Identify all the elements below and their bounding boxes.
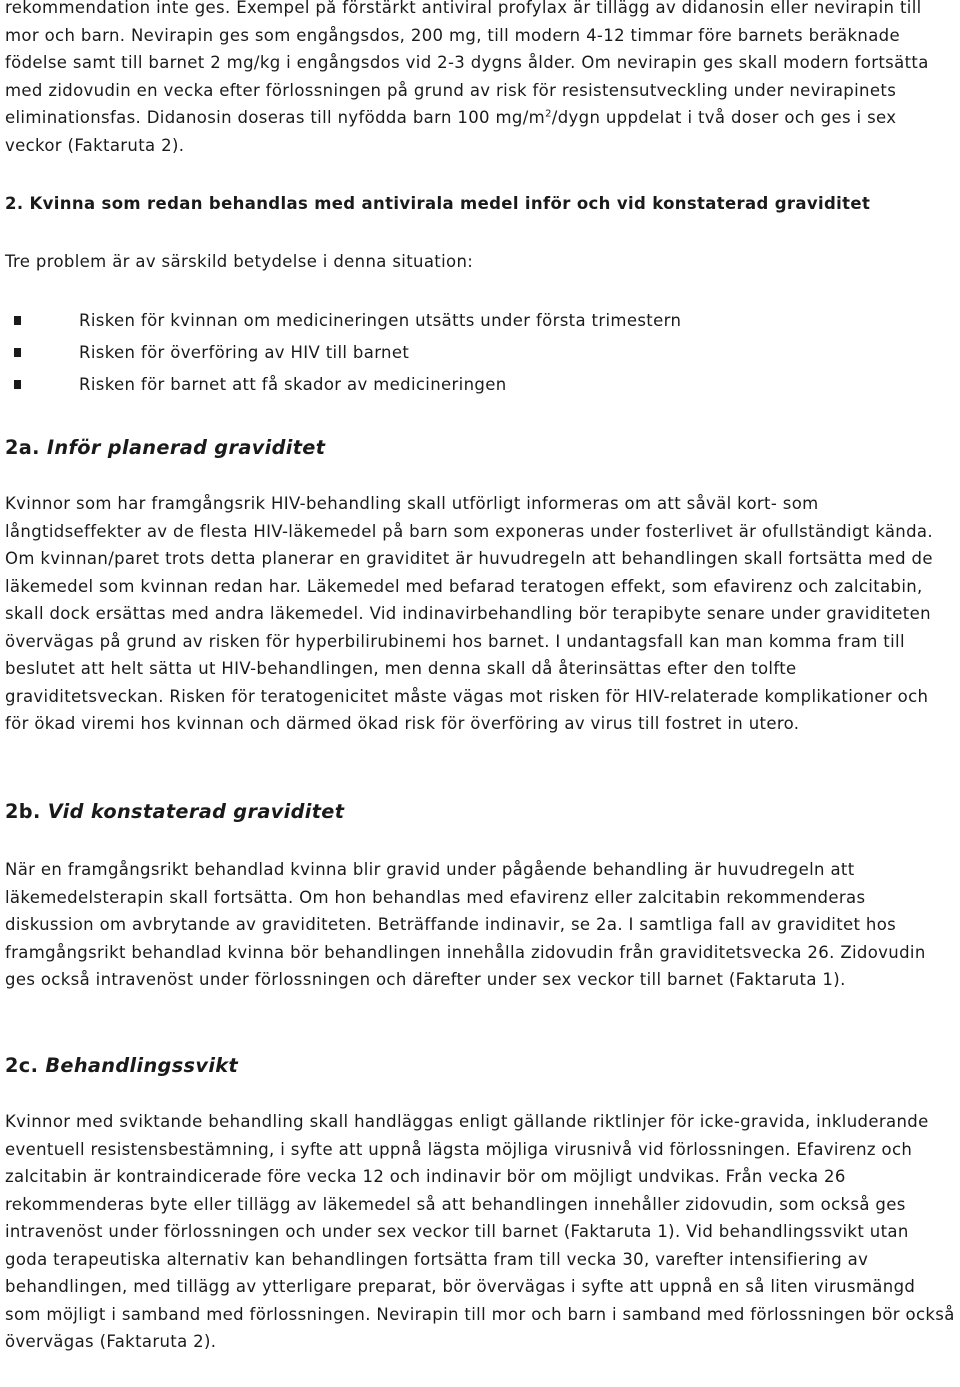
list-item <box>12 337 681 369</box>
section-2b-body: När en framgångsrikt behandlad kvinna blir gravid under pågående behandling är huvudregeln att läkemedelsterapin skall fortsätta. Om hon behandlas med efavirenz eller zalcitabin rekommenderas diskussion om avbrytande av graviditeten. Beträffande indinavir, se 2a. I samtliga fall av graviditet hos framgångsrikt behandlad kvinna bör behandlingen innehålla zidovudin från graviditetsvecka 26. Zidovudin ges också intravenöst under förlossningen och därefter under sex veckor till barnet (Faktaruta 1). <box>5 860 926 989</box>
section-2a-body: Kvinnor som har framgångsrik HIV-behandling skall utförligt informeras om att såväl kort- som långtidseffekter av de flesta HIV-läkemedel på barn som exponeras under fosterlivet är ofullständigt kända. Om kvinnan/paret trots detta planerar en graviditet är huvudregeln att behandlingen skall fortsätta med de läkemedel som kvinnan redan har. Läkemedel med befarad teratogen effekt, som efavirenz och zalcitabin, skall dock ersättas med andra läkemedel. Vid indinavirbehandling bör terapibyte senare under graviditeten övervägas på grund av risken för hyperbilirubinemi hos barnet. I undantagsfall kan man komma fram till beslutet att helt sätta ut HIV-behandlingen, men denna skall då återinsättas efter den tolfte graviditetsveckan. Risken för teratogenicitet måste vägas mot risken för HIV-relaterade komplikationer och för ökad viremi hos kvinnan och därmed ökad risk för överföring av virus till fostret in utero. <box>5 494 933 733</box>
section-title: Inför planerad graviditet <box>46 436 326 459</box>
section-number: 2a <box>5 436 33 459</box>
section-title: Vid konstaterad graviditet <box>47 800 345 823</box>
section-title: Behandlingssvikt <box>45 1054 239 1077</box>
square-bullet-icon <box>14 348 21 357</box>
square-bullet-icon <box>14 316 21 325</box>
section-2a-heading: 2a. Inför planerad graviditet <box>5 436 326 459</box>
list-item-text: Risken för överföring av HIV till barnet <box>79 343 410 362</box>
list-item-text: Risken för barnet att få skador av medicineringen <box>79 375 507 394</box>
superscript-2: 2 <box>545 108 552 120</box>
intro-text-end: /dygn uppdelat i två doser och ges i sex veckor (Faktaruta 2). <box>5 108 897 155</box>
section-number: 2c <box>5 1054 31 1077</box>
square-bullet-icon <box>14 380 21 389</box>
intro-paragraph <box>5 0 955 159</box>
section-2-lead: Tre problem är av särskild betydelse i denna situation: <box>5 252 474 271</box>
list-item <box>12 369 681 401</box>
list-item-text: Risken för kvinnan om medicineringen utsätts under första trimestern <box>79 311 682 330</box>
section-2-heading: 2. Kvinna som redan behandlas med antivirala medel inför och vid konstaterad graviditet <box>5 194 871 213</box>
section-number: 2b <box>5 800 33 823</box>
section-2c-body: Kvinnor med sviktande behandling skall handläggas enligt gällande riktlinjer för icke-gravida, inkluderande eventuell resistensbestämning, i syfte att uppnå lägsta möjliga virusnivå vid förlossningen. Efavirenz och zalcitabin är kontraindicerade före vecka 12 och indinavir bör om möjligt undvikas. Från vecka 26 rekommenderas byte eller tillägg av läkemedel så att behandlingen innehåller zidovudin, som också ges intravenöst under förlossningen och under sex veckor till barnet (Faktaruta 1). Vid behandlingssvikt utan goda terapeutiska alternativ kan behandlingen fortsätta fram till vecka 30, varefter intensifiering av behandlingen, med tillägg av ytterligare preparat, bör övervägas i syfte att uppnå en så liten virusmängd som möjligt i samband med förlossningen. Nevirapin till mor och barn i samband med förlossningen bör också övervägas (Faktaruta 2). <box>5 1112 955 1351</box>
problem-list <box>12 305 681 401</box>
intro-text: rekommendation inte ges. Exempel på förstärkt antiviral profylax är tillägg av didanosin eller nevirapin till mor och barn. Nevirapin ges som engångsdos, 200 mg, till modern 4-12 timmar före barnets beräknade födelse samt till barnet 2 mg/kg i engångsdos vid 2-3 dygns ålder. Om nevirapin ges skall modern fortsätta med zidovudin en vecka efter förlossningen på grund av risk för resistensutveckling under nevirapinets eliminationsfas. Didanosin doseras till nyfödda barn 100 mg/m <box>5 0 929 127</box>
section-2b-heading: 2b. Vid konstaterad graviditet <box>5 800 345 823</box>
section-2c-heading: 2c. Behandlingssvikt <box>5 1054 239 1077</box>
list-item <box>12 305 681 337</box>
